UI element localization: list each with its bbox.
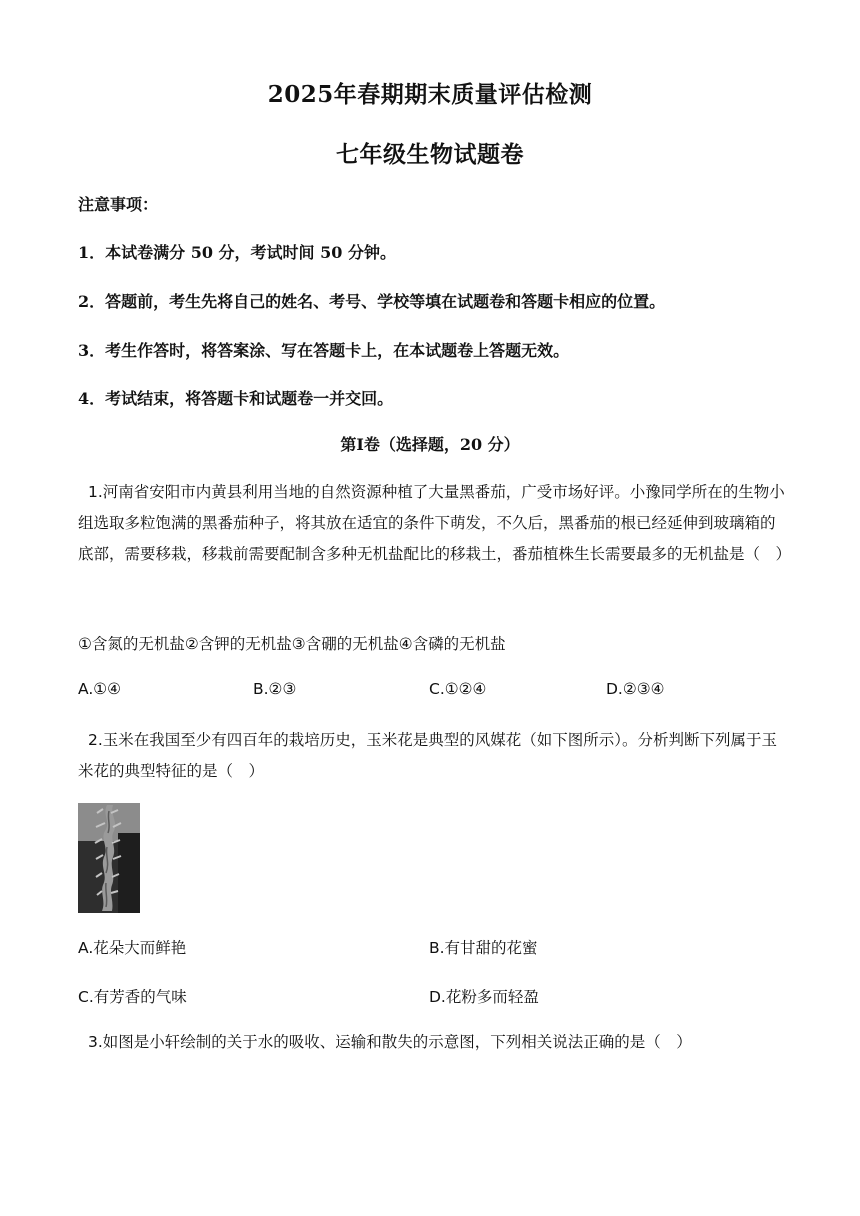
note-item-4: 4．考试结束，将答题卡和试题卷一并交回。 [78, 389, 394, 408]
question-1-choices-list: ①含氮的无机盐②含钾的无机盐③含硼的无机盐④含磷的无机盐 [78, 635, 506, 653]
question-2-option-d: D.花粉多而轻盈 [429, 988, 539, 1006]
question-1-stem: 1.河南省安阳市内黄县利用当地的自然资源种植了大量黑番茄，广受市场好评。小豫同学所在的生物小组选取多粒饱满的黑番茄种子，将其放在适宜的条件下萌发，不久后，黑番茄的根已经延伸到玻璃箱的底部，需要移栽，移栽前需要配制含多种无机盐配比的移栽土，番茄植株生长需要最多的无机盐是（ ） [78, 483, 792, 563]
question-2-option-b: B.有甘甜的花蜜 [429, 939, 538, 957]
notes-heading: 注意事项： [78, 195, 159, 214]
section-title: 第Ⅰ卷（选择题，20 分） [340, 435, 520, 454]
exam-subtitle: 七年级生物试题卷 [336, 141, 524, 168]
note-item-3: 3．考生作答时，将答案涂、写在答题卡上，在本试题卷上答题无效。 [78, 341, 570, 360]
corn-tassel-photo [78, 803, 140, 913]
question-1-option-d: D.②③④ [606, 680, 665, 698]
question-2-option-a: A.花朵大而鲜艳 [78, 939, 187, 957]
note-item-2: 2．答题前，考生先将自己的姓名、考号、学校等填在试题卷和答题卡相应的位置。 [78, 292, 666, 311]
note-item-1: 1．本试卷满分 50 分，考试时间 50 分钟。 [78, 243, 396, 262]
question-1-option-a: A.①④ [78, 680, 122, 698]
question-2-stem: 2.玉米在我国至少有四百年的栽培历史，玉米花是典型的风媒花（如下图所示）。分析判断下列属于玉米花的典型特征的是（ ） [78, 731, 778, 780]
exam-title: 2025年春期期末质量评估检测 [267, 81, 593, 108]
question-2-option-c: C.有芳香的气味 [78, 988, 187, 1006]
question-1-option-b: B.②③ [253, 680, 297, 698]
question-3-stem: 3.如图是小轩绘制的关于水的吸收、运输和散失的示意图，下列相关说法正确的是（ ） [88, 1033, 692, 1051]
question-1-option-c: C.①②④ [429, 680, 487, 698]
